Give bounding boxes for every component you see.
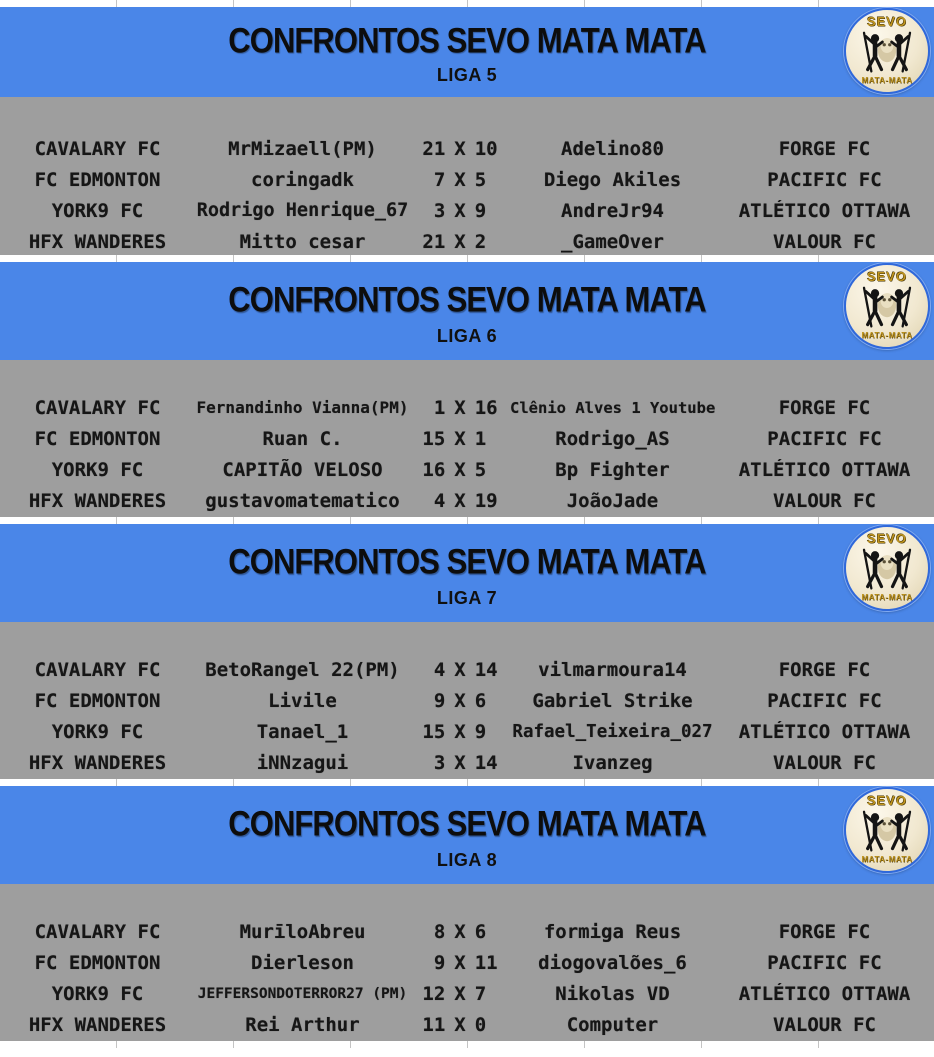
match-row	[0, 685, 934, 716]
away-team: FORGE FC	[778, 396, 871, 419]
match-score	[410, 752, 510, 774]
matches-table	[0, 360, 934, 517]
away-team: FORGE FC	[778, 658, 871, 681]
away-team: VALOUR FC	[773, 1013, 876, 1036]
home-score: 3	[433, 199, 446, 222]
section-title: CONFRONTOS SEVO MATA MATA	[228, 279, 706, 320]
away-player: Nikolas VD	[555, 982, 670, 1005]
match-score	[410, 231, 510, 253]
matches-table	[0, 97, 934, 255]
away-score: 9	[474, 720, 487, 743]
match-score	[410, 138, 510, 160]
away-player: _GameOver	[561, 230, 664, 253]
score-separator: X	[454, 920, 466, 943]
home-team: CAVALARY FC	[34, 137, 161, 160]
score-separator: X	[454, 230, 466, 253]
league-banner	[0, 7, 934, 97]
home-team: FC EDMONTON	[34, 427, 161, 450]
away-team: FORGE FC	[778, 920, 871, 943]
home-team: CAVALARY FC	[34, 920, 161, 943]
away-player: vilmarmoura14	[538, 658, 687, 681]
sevo-mata-mata-logo	[844, 8, 930, 94]
home-team: FC EDMONTON	[34, 951, 161, 974]
away-team: ATLÉTICO OTTAWA	[738, 982, 911, 1005]
score-separator: X	[454, 1013, 466, 1036]
logo-matamata-text: MATA-MATA	[861, 593, 913, 602]
sevo-mata-mata-logo	[844, 263, 930, 349]
away-player: Rafael_Teixeira_027	[512, 721, 713, 742]
away-team: PACIFIC FC	[767, 427, 882, 450]
league-label: LIGA 5	[436, 65, 498, 85]
score-separator: X	[454, 199, 466, 222]
league-banner	[0, 786, 934, 884]
match-score	[410, 169, 510, 191]
logo-sevo-text: SEVO	[866, 269, 908, 284]
match-row	[0, 485, 934, 516]
section-title: CONFRONTOS SEVO MATA MATA	[228, 19, 706, 60]
home-score: 9	[433, 951, 446, 974]
home-team: YORK9 FC	[51, 458, 144, 481]
match-row	[0, 164, 934, 195]
away-score: 10	[474, 137, 498, 160]
home-score: 4	[433, 658, 446, 681]
match-row	[0, 423, 934, 454]
away-team: ATLÉTICO OTTAWA	[738, 720, 911, 743]
match-score	[410, 983, 510, 1005]
section-title: CONFRONTOS SEVO MATA MATA	[228, 803, 706, 844]
away-team: FORGE FC	[778, 137, 871, 160]
home-team: HFX WANDERES	[28, 751, 167, 774]
home-player: BetoRangel 22(PM)	[205, 658, 400, 681]
away-player: Bp Fighter	[555, 458, 670, 481]
away-score: 1	[474, 427, 487, 450]
match-row	[0, 454, 934, 485]
away-team: ATLÉTICO OTTAWA	[738, 458, 911, 481]
home-score: 7	[433, 168, 446, 191]
league-section	[0, 0, 934, 255]
section-title: CONFRONTOS SEVO MATA MATA	[228, 541, 706, 582]
score-separator: X	[454, 137, 466, 160]
home-team: HFX WANDERES	[28, 230, 167, 253]
home-player: iNNzagui	[256, 751, 349, 774]
match-row	[0, 1009, 934, 1040]
league-section	[0, 255, 934, 517]
match-score	[410, 397, 510, 419]
league-label: LIGA 6	[436, 326, 498, 346]
match-row	[0, 747, 934, 778]
match-row	[0, 226, 934, 257]
away-score: 6	[474, 689, 487, 712]
score-separator: X	[454, 720, 466, 743]
score-separator: X	[454, 951, 466, 974]
sevo-mata-mata-logo	[844, 787, 930, 873]
home-score: 3	[433, 751, 446, 774]
logo-matamata-text: MATA-MATA	[861, 331, 913, 340]
home-player: MurīloAbreu	[239, 920, 366, 943]
home-player: Rei Arthur	[245, 1013, 360, 1036]
home-player: Dierleson	[251, 951, 354, 974]
match-row	[0, 978, 934, 1009]
away-score: 5	[474, 458, 487, 481]
dancing-skeletons-icon	[856, 285, 918, 331]
home-score: 16	[422, 458, 446, 481]
sevo-mata-mata-logo	[844, 525, 930, 611]
away-player: Ivanzeg	[572, 751, 653, 774]
home-player: Fernandinho Vianna(PM)	[196, 398, 409, 417]
away-team: VALOUR FC	[773, 489, 876, 512]
matches-table	[0, 622, 934, 779]
away-team: ATLÉTICO OTTAWA	[738, 199, 911, 222]
sheet-gridline-strip	[0, 255, 934, 262]
dancing-skeletons-icon	[856, 30, 918, 76]
away-player: Rodrigo_AS	[555, 427, 670, 450]
away-player: AndreJr94	[561, 199, 664, 222]
league-banner	[0, 524, 934, 622]
home-player: coringadk	[251, 168, 354, 191]
league-label: LIGA 8	[436, 850, 498, 870]
match-row	[0, 654, 934, 685]
away-score: 5	[474, 168, 487, 191]
match-score	[410, 952, 510, 974]
sheet-gridline-strip	[0, 517, 934, 524]
matches-table	[0, 884, 934, 1041]
match-score	[410, 721, 510, 743]
home-team: FC EDMONTON	[34, 168, 161, 191]
away-score: 7	[474, 982, 487, 1005]
home-player: Tanael_1	[256, 720, 349, 743]
away-player: Clênio Alves 1 Youtube	[510, 398, 715, 417]
home-score: 8	[433, 920, 446, 943]
away-score: 6	[474, 920, 487, 943]
logo-matamata-text: MATA-MATA	[861, 76, 913, 85]
home-team: CAVALARY FC	[34, 658, 161, 681]
league-section	[0, 517, 934, 779]
away-team: PACIFIC FC	[767, 168, 882, 191]
home-team: YORK9 FC	[51, 199, 144, 222]
away-score: 2	[474, 230, 487, 253]
away-team: VALOUR FC	[773, 751, 876, 774]
home-player: Mitto cesar	[239, 230, 366, 253]
home-team: YORK9 FC	[51, 720, 144, 743]
away-player: JoãoJade	[566, 489, 659, 512]
score-separator: X	[454, 458, 466, 481]
match-score	[410, 490, 510, 512]
match-row	[0, 133, 934, 164]
logo-sevo-text: SEVO	[866, 531, 908, 546]
match-row	[0, 716, 934, 747]
away-team: PACIFIC FC	[767, 689, 882, 712]
score-separator: X	[454, 658, 466, 681]
logo-sevo-text: SEVO	[866, 14, 908, 29]
dancing-skeletons-icon	[856, 547, 918, 593]
home-team: YORK9 FC	[51, 982, 144, 1005]
home-team: FC EDMONTON	[34, 689, 161, 712]
home-score: 21	[422, 137, 446, 160]
score-separator: X	[454, 982, 466, 1005]
home-score: 1	[433, 396, 446, 419]
away-score: 14	[474, 751, 498, 774]
home-team: HFX WANDERES	[28, 489, 167, 512]
dancing-skeletons-icon	[856, 809, 918, 855]
home-score: 12	[422, 982, 446, 1005]
score-separator: X	[454, 489, 466, 512]
match-score	[410, 428, 510, 450]
match-score	[410, 690, 510, 712]
sheet-gridline-strip-bottom	[0, 1041, 934, 1048]
score-separator: X	[454, 751, 466, 774]
league-label: LIGA 7	[436, 588, 498, 608]
home-team: HFX WANDERES	[28, 1013, 167, 1036]
match-score	[410, 659, 510, 681]
league-section	[0, 779, 934, 1041]
away-player: Adelino80	[561, 137, 664, 160]
away-team: VALOUR FC	[773, 230, 876, 253]
home-player: Livile	[268, 689, 337, 712]
home-player: Ruan C.	[262, 427, 343, 450]
match-score	[410, 1014, 510, 1036]
logo-matamata-text: MATA-MATA	[861, 855, 913, 864]
away-score: 0	[474, 1013, 487, 1036]
away-player: formiga Reus	[543, 920, 682, 943]
league-banner	[0, 262, 934, 360]
score-separator: X	[454, 427, 466, 450]
score-separator: X	[454, 396, 466, 419]
away-player: Gabriel Strike	[532, 689, 693, 712]
away-score: 16	[474, 396, 498, 419]
home-score: 11	[422, 1013, 446, 1036]
home-player: gustavomatematico	[205, 489, 400, 512]
away-player: Diego Akiles	[543, 168, 682, 191]
match-row	[0, 947, 934, 978]
away-score: 9	[474, 199, 487, 222]
match-row	[0, 392, 934, 423]
home-score: 15	[422, 720, 446, 743]
match-score	[410, 921, 510, 943]
away-score: 11	[474, 951, 498, 974]
sheet-gridline-strip	[0, 0, 934, 7]
home-team: CAVALARY FC	[34, 396, 161, 419]
away-score: 19	[474, 489, 498, 512]
sheet-gridline-strip	[0, 779, 934, 786]
home-score: 9	[433, 689, 446, 712]
match-score	[410, 459, 510, 481]
logo-sevo-text: SEVO	[866, 793, 908, 808]
home-player: MrMizaell(PM)	[228, 137, 377, 160]
home-player: JEFFERSONDOTERROR27 (PM)	[197, 985, 408, 1002]
away-team: PACIFIC FC	[767, 951, 882, 974]
home-player: CAPITÃO VELOSO	[222, 458, 383, 481]
home-score: 21	[422, 230, 446, 253]
match-row	[0, 195, 934, 226]
score-separator: X	[454, 168, 466, 191]
away-score: 14	[474, 658, 498, 681]
away-player: diogovalões_6	[538, 951, 687, 974]
home-score: 15	[422, 427, 446, 450]
away-player: Computer	[566, 1013, 659, 1036]
home-player: Rodrigo Henrique_67	[196, 200, 409, 221]
home-score: 4	[433, 489, 446, 512]
match-score	[410, 200, 510, 222]
match-row	[0, 916, 934, 947]
score-separator: X	[454, 689, 466, 712]
